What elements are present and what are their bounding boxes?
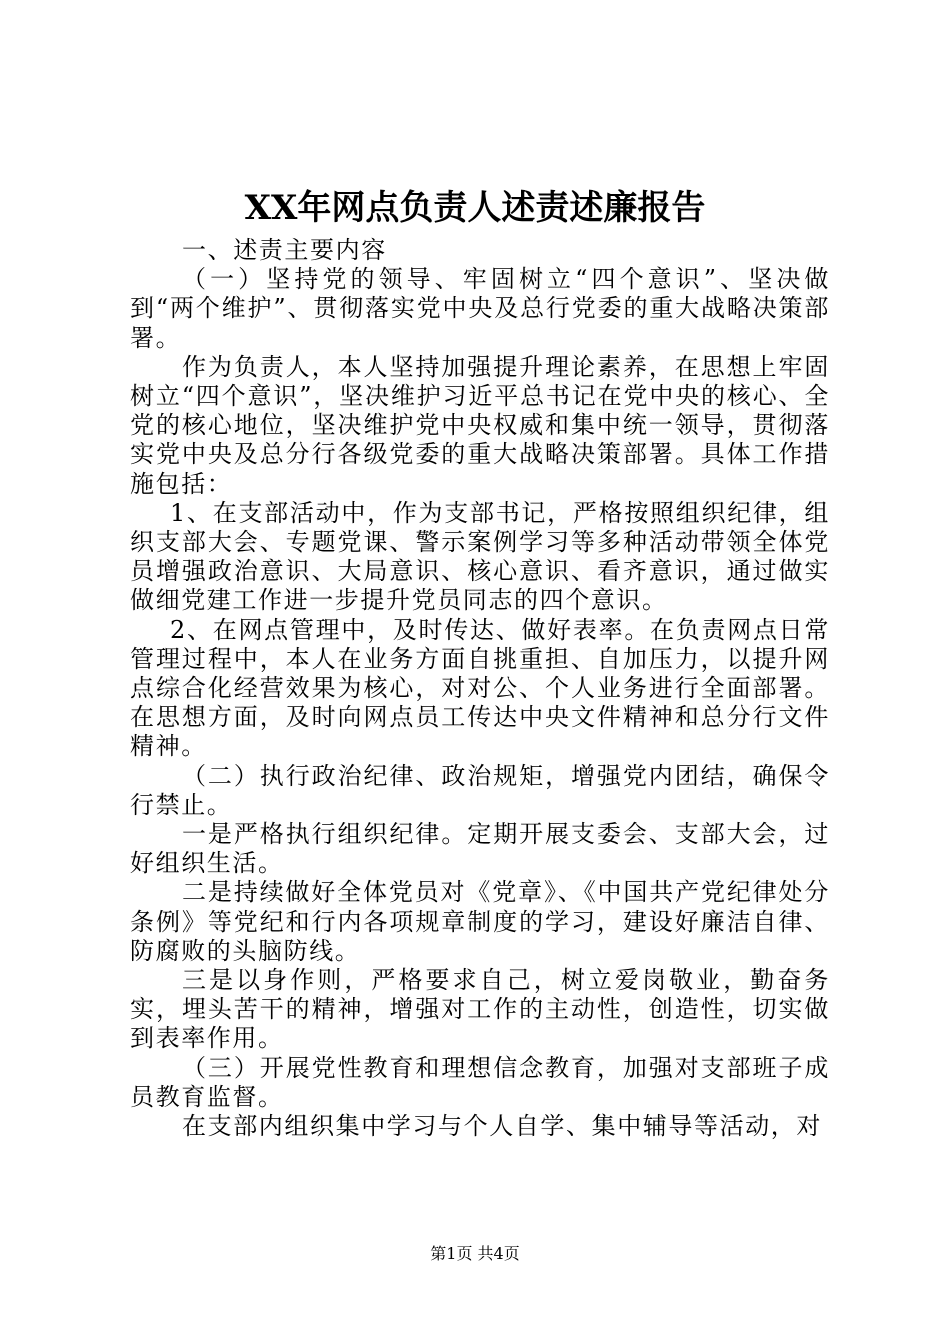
subsection-heading-3: （三）开展党性教育和理想信念教育，加强对支部班子成员教育监督。 [130, 1053, 830, 1111]
document-body [130, 236, 830, 1141]
list-item: 1、在支部活动中，作为支部书记，严格按照组织纪律，组织支部大会、专题党课、警示案例学习等多种活动带领全体党员增强政治意识、大局意识、核心意识、看齐意识，通过做实做细党建工作进一步提升党员同志的四个意识。 [130, 498, 830, 615]
paragraph: 一是严格执行组织纪律。定期开展支委会、支部大会，过好组织生活。 [130, 820, 830, 878]
list-item: 2、在网点管理中，及时传达、做好表率。在负责网点日常管理过程中，本人在业务方面自挑重担、自加压力，以提升网点综合化经营效果为核心，对对公、个人业务进行全面部署。在思想方面，及时向网点员工传达中央文件精神和总分行文件精神。 [130, 615, 830, 761]
section-heading-1: 一、述责主要内容 [182, 236, 387, 264]
page-number: 第1页 共4页 [430, 1244, 520, 1263]
paragraph: 作为负责人，本人坚持加强提升理论素养，在思想上牢固树立“四个意识”，坚决维护习近平总书记在党中央的核心、全党的核心地位，坚决维护党中央权威和集中统一领导，贯彻落实党中央及总分行各级党委的重大战略决策部署。具体工作措施包括： [130, 352, 830, 498]
subsection-heading-1: （一）坚持党的领导、牢固树立“四个意识”、坚决做到“两个维护”、贯彻落实党中央及总行党委的重大战略决策部署。 [130, 265, 830, 352]
paragraph: 在支部内组织集中学习与个人自学、集中辅导等活动，对 [182, 1112, 822, 1141]
subsection-heading-2: （二）执行政治纪律、政治规矩，增强党内团结，确保令行禁止。 [130, 761, 830, 819]
paragraph: 二是持续做好全体党员对《党章》、《中国共产党纪律处分条例》等党纪和行内各项规章制度的学习，建设好廉洁自律、防腐败的头脑防线。 [130, 878, 830, 965]
document-title: XX年网点负责人述责述廉报告 [244, 188, 706, 228]
paragraph: 三是以身作则，严格要求自己，树立爱岗敬业，勤奋务实，埋头苦干的精神，增强对工作的主动性，创造性，切实做到表率作用。 [130, 966, 830, 1053]
